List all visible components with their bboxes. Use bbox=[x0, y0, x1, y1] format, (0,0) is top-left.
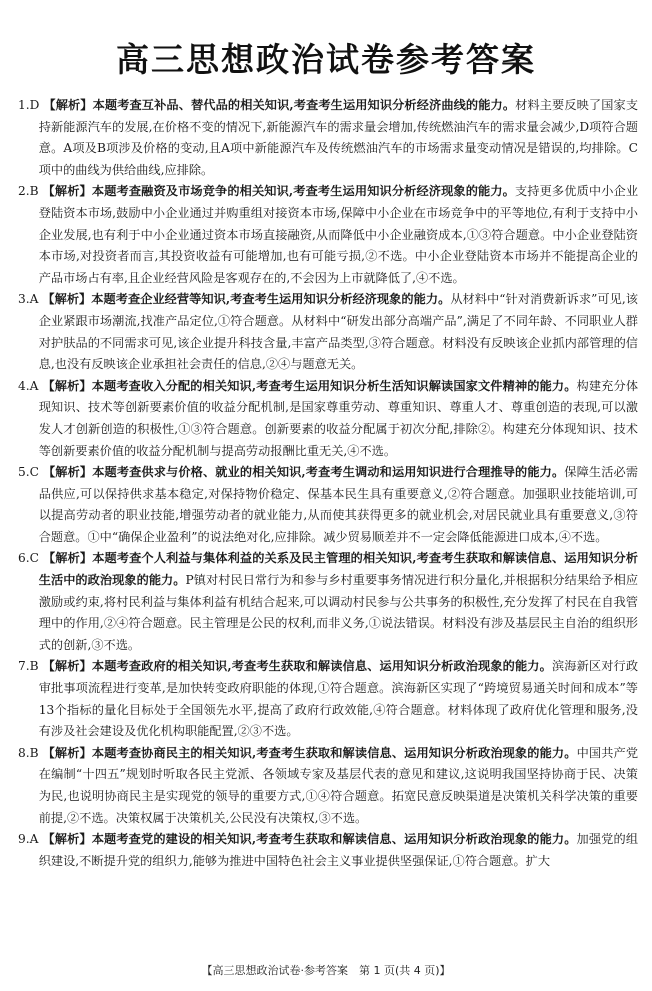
answer-number: 9.A bbox=[18, 832, 39, 847]
analysis-tag: 【解析】本题考查供求与价格、就业的相关知识,考查考生调动和运用知识进行合理推导的能力。 bbox=[42, 465, 565, 480]
answer-item-5 bbox=[18, 462, 638, 548]
answer-number: 7.B bbox=[18, 659, 39, 674]
answer-item-7 bbox=[18, 656, 638, 742]
analysis-text: 保障生活必需品供应,可以保持供求基本稳定,对保持物价稳定、保基本民生具有重要意义,②符合题意。加强职业技能培训,可以提高劳动者的职业技能,增强劳动者的就业能力,从而使其获得更多的就业机会,对居民就业具有重要意义,③符合题意。①中“确保企业盈利”的说法绝对化,应排除。减少贸易顺差并不一定会降低能源进口成本,④不选。 bbox=[38, 465, 639, 544]
analysis-tag: 【解析】本题考查协商民主的相关知识,考查考生获取和解读信息、运用知识分析政治现象的能力。 bbox=[42, 745, 577, 760]
analysis-text: 材料主要反映了国家支持新能源汽车的发展,在价格不变的情况下,新能源汽车的需求量会增加,传统燃油汽车的需求量会减少,D项符合题意。A项及B项涉及价格的变动,且A项中新能源汽车及传统燃油汽车的市场需求量变动情况是错误的,均排除。C项中的曲线为供给曲线,应排除。 bbox=[38, 98, 639, 177]
page-title: 高三思想政治试卷参考答案 bbox=[116, 40, 536, 79]
answer-list bbox=[18, 95, 638, 872]
answer-item-2 bbox=[18, 181, 638, 289]
analysis-tag: 【解析】本题考查融资及市场竞争的相关知识,考查考生运用知识分析经济现象的能力。 bbox=[42, 184, 515, 199]
analysis-tag: 【解析】本题考查政府的相关知识,考查考生获取和解读信息、运用知识分析政治现象的能力。 bbox=[42, 659, 552, 674]
analysis-text: P镇对村民日常行为和参与乡村重要事务情况进行积分量化,并根据积分结果给予相应激励或约束,将村民利益与集体利益有机结合起来,可以调动村民参与公共事务的积极性,充分发挥了村民在自我管理中的作用,②④符合题意。民主管理是公民的权利,而非义务,①说法错误。材料没有涉及基层民主自治的组织形式的创新,③不选。 bbox=[38, 573, 639, 652]
answer-item-1 bbox=[18, 95, 638, 181]
analysis-tag: 【解析】本题考查企业经营等知识,考查考生运用知识分析经济现象的能力。 bbox=[42, 292, 451, 307]
analysis-text: 加强党的组织建设,不断提升党的组织力,能够为推进中国特色社会主义事业提供坚强保证,①符合题意。扩大 bbox=[38, 832, 639, 868]
page-footer: 【高三思想政治试卷·参考答案 第 1 页(共 4 页)】 bbox=[201, 964, 451, 977]
analysis-text: 支持更多优质中小企业登陆资本市场,鼓励中小企业通过并购重组对接资本市场,保障中小企业在市场竞争中的平等地位,有利于支持中小企业发展,也有利于中小企业通过资本市场直接融资,从而降低中小企业融资成本,①③符合题意。中小企业登陆资本市场,对投资者而言,其投资收益有可能增加,也有可能亏损,②不选。中小企业登陆资本市场并不能提高企业的产品市场占有率,且企业经营风险是客观存在的,不会因为上市就降低了,④不选。 bbox=[38, 184, 639, 285]
answer-item-3 bbox=[18, 289, 638, 375]
answer-number: 4.A bbox=[18, 378, 39, 393]
answer-number: 8.B bbox=[18, 745, 39, 760]
analysis-text: 构建充分体现知识、技术等创新要素价值的收益分配机制,是国家尊重劳动、尊重知识、尊重人才、尊重创造的表现,可以激发人才创新创造的积极性,①③符合题意。创新要素的收益分配属于初次分配,排除②。构建充分体现知识、技术等创新要素价值的收益分配机制与提高劳动报酬比重无关,④不选。 bbox=[38, 378, 639, 458]
answer-item-4 bbox=[18, 376, 638, 462]
analysis-text: 从材料中“针对消费新诉求”可见,该企业紧跟市场潮流,找准产品定位,①符合题意。从材料中“研发出部分高端产品”,满足了不同年龄、不同职业人群对护肤品的不同需求可见,该企业提升科技含量,丰富产品类型,③符合题意。材料没有反映该企业抓内部管理的信息,也没有反映该企业承担社会责任的信息,②④与题意无关。 bbox=[38, 292, 638, 372]
analysis-tag: 【解析】本题考查互补品、替代品的相关知识,考查考生运用知识分析经济曲线的能力。 bbox=[43, 98, 516, 112]
answer-item-8 bbox=[18, 743, 638, 829]
analysis-text: 滨海新区对行政审批事项流程进行变革,是加快转变政府职能的体现,①符合题意。滨海新区实现了“跨境贸易通关时间和成本”等13个指标的量化目标处于全国领先水平,提高了政府行政效能,④符合题意。材料体现了政府优化管理和服务,没有涉及社会建设及优化机构职能配置,②③不选。 bbox=[38, 659, 639, 739]
answer-number: 6.C bbox=[18, 551, 39, 566]
analysis-text: 中国共产党在编制“十四五”规划时听取各民主党派、各领域专家及基层代表的意见和建议,这说明我国坚持协商于民、决策为民,也说明协商民主是实现党的领导的重要方式,①④符合题意。拓宽民意反映渠道是决策机关科学决策的重要前提,②不选。决策权属于决策机关,公民没有决策权,③不选。 bbox=[38, 745, 639, 825]
answer-item-6 bbox=[18, 548, 638, 656]
answer-item-9 bbox=[18, 829, 638, 872]
answer-number: 5.C bbox=[18, 465, 39, 480]
answer-number: 1.D bbox=[18, 98, 40, 112]
analysis-tag: 【解析】本题考查个人利益与集体利益的关系及民主管理的相关知识,考查考生获取和解读信息、运用知识分析生活中的政治现象的能力。 bbox=[38, 551, 638, 588]
analysis-tag: 【解析】本题考查收入分配的相关知识,考查考生运用知识分析生活知识解读国家文件精神的能力。 bbox=[42, 378, 577, 393]
answer-number: 2.B bbox=[18, 184, 39, 199]
analysis-tag: 【解析】本题考查党的建设的相关知识,考查考生获取和解读信息、运用知识分析政治现象的能力。 bbox=[42, 832, 577, 847]
answer-number: 3.A bbox=[18, 292, 39, 307]
